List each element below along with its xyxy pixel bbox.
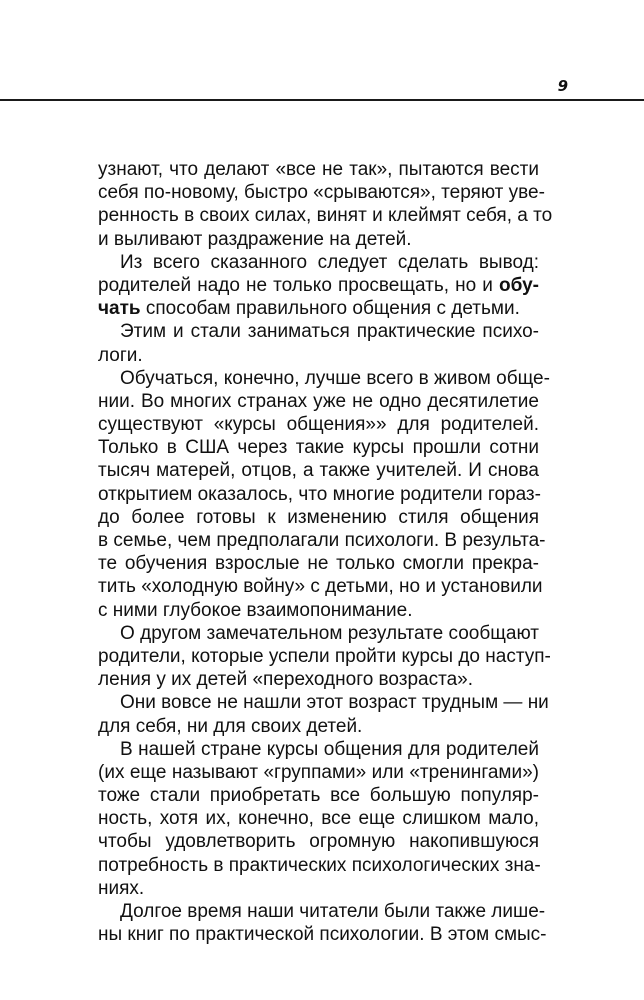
text-line: [98, 761, 539, 784]
text-line: [98, 691, 549, 714]
text-line: [98, 251, 539, 274]
text-line: [98, 715, 539, 738]
text-line: [98, 529, 546, 552]
text-line: [98, 228, 539, 251]
text-line: [98, 738, 539, 761]
text-span: Они вовсе не нашли этот возраст трудным — ни: [120, 692, 549, 714]
text-span: способам правильного общения с детьми.: [140, 298, 520, 320]
text-line: [98, 181, 545, 204]
text-span: себя по-новому, быстро «срываются», теряют уве-: [98, 182, 545, 204]
text-span: Этим и стали заниматься практические психо-: [120, 321, 539, 343]
text-line: [98, 320, 539, 343]
text-line: [98, 204, 553, 227]
text-span: Только в США через такие курсы прошли сотни: [98, 437, 539, 459]
text-span: нии. Во многих странах уже не одно десятилетие: [98, 390, 539, 412]
text-line: [98, 599, 539, 622]
text-line: [98, 622, 539, 645]
text-span: те обучения взрослые не только смогли прекра-: [98, 553, 539, 575]
text-span: с ними глубокое взаимопонимание.: [98, 599, 413, 621]
bold-text-span: чать: [98, 298, 141, 320]
text-span: (их еще называют «группами» или «тренингами»): [98, 761, 539, 783]
text-span: родителей надо не только просвещать, но и: [98, 274, 499, 296]
text-span: тоже стали приобретать все большую популяр-: [98, 785, 539, 807]
text-line: [98, 830, 539, 853]
text-line: [98, 158, 539, 181]
text-span: О другом замечательном результате сообщают: [120, 622, 539, 644]
text-span: ны книг по практической психологии. В этом смыс-: [98, 924, 547, 946]
text-span: для себя, ни для своих детей.: [98, 715, 363, 737]
text-span: ления у их детей «переходного возраста».: [98, 669, 474, 691]
text-span: и выливают раздражение на детей.: [98, 228, 412, 250]
text-line: [98, 807, 539, 830]
text-line: [98, 483, 539, 506]
text-line: [98, 552, 539, 575]
text-line: [98, 390, 539, 413]
bold-text-span: обу-: [499, 274, 539, 296]
text-span: узнают, что делают «все не так», пытаются вести: [98, 159, 539, 180]
text-span: ренность в своих силах, винят и клеймят себя, а то: [98, 205, 553, 227]
text-line: [98, 274, 539, 297]
text-line: [98, 344, 539, 367]
text-span: потребность в практических психологических зна-: [98, 854, 541, 876]
page-number: 9: [557, 77, 568, 95]
text-span: родители, которые успели пройти курсы до наступ-: [98, 645, 551, 667]
text-span: ниях.: [98, 877, 145, 899]
text-span: логи.: [98, 344, 143, 366]
text-line: [98, 297, 539, 320]
text-span: тить «холодную войну» с детьми, но и установили: [98, 576, 543, 598]
text-line: [98, 506, 539, 529]
text-line: [98, 645, 551, 668]
text-line: [98, 459, 539, 482]
text-line: [98, 854, 539, 877]
text-line: [98, 436, 539, 459]
text-line: [98, 367, 550, 390]
text-line: [98, 923, 547, 946]
text-line: [98, 413, 539, 436]
text-span: тысяч матерей, отцов, а также учителей. И снова: [98, 460, 539, 482]
text-span: В нашей стране курсы общения для родителей: [120, 738, 539, 760]
text-line: [98, 784, 539, 807]
text-span: Из всего сказанного следует сделать вывод:: [120, 251, 539, 273]
text-span: открытием оказалось, что многие родители гораз-: [98, 483, 541, 505]
text-line: [98, 668, 539, 691]
text-line: [98, 575, 543, 598]
text-span: Долгое время наши читатели были также лише-: [120, 901, 546, 922]
body-text: [98, 158, 553, 946]
text-line: [98, 900, 546, 923]
text-span: до более готовы к изменению стиля общения: [98, 506, 539, 528]
text-span: ность, хотя их, конечно, все еще слишком мало,: [98, 808, 539, 830]
text-span: существуют «курсы общения»» для родителей.: [98, 414, 539, 436]
header-rule: [0, 99, 644, 101]
text-span: в семье, чем предполагали психологи. В результа-: [98, 530, 546, 551]
text-line: [98, 877, 539, 900]
text-span: Обучаться, конечно, лучше всего в живом обще-: [120, 367, 550, 389]
text-span: чтобы удовлетворить огромную накопившуюся: [98, 831, 539, 853]
